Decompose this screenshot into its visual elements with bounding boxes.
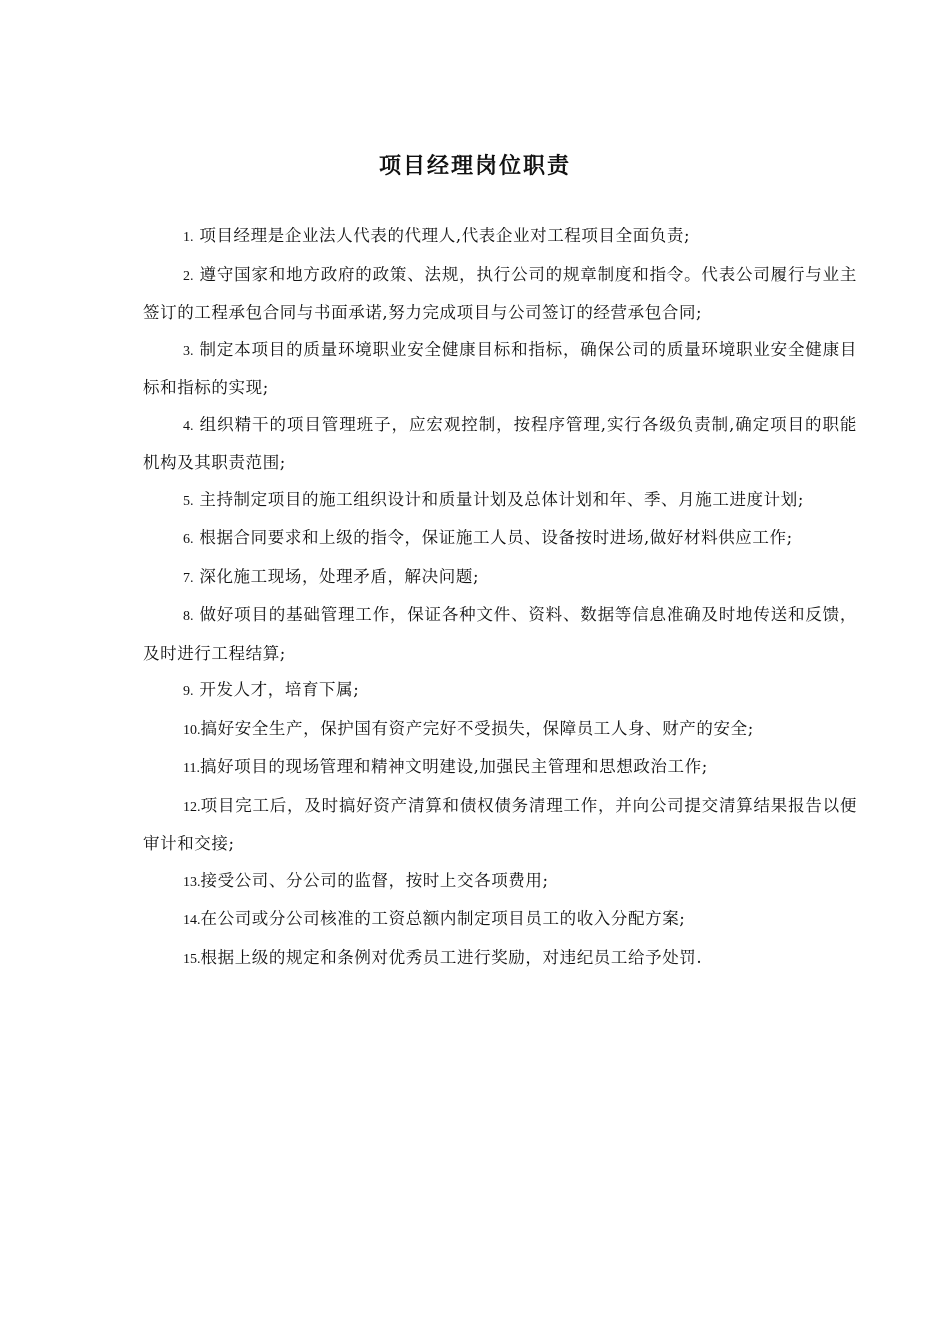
duty-item-14 (143, 901, 857, 940)
duty-item-12 (143, 788, 857, 863)
item-number: 12. (183, 799, 201, 815)
duty-item-3 (143, 332, 857, 407)
item-text: 主持制定项目的施工组织设计和质量计划及总体计划和年、季、月施工进度计划; (193, 489, 805, 509)
item-number: 8. (183, 609, 194, 624)
duty-item-11 (143, 749, 857, 788)
item-text: 接受公司、分公司的监督，按时上交各项费用; (200, 870, 549, 890)
item-number: 13. (183, 874, 201, 890)
item-text: 制定本项目的质量环境职业安全健康目标和指标，确保公司的质量环境职业安全健康目标和指标的实现; (143, 339, 857, 397)
duty-item-10 (143, 711, 857, 750)
duty-item-8 (143, 597, 857, 672)
item-number: 6. (183, 532, 194, 547)
duty-item-15 (143, 940, 857, 979)
item-number: 2. (183, 268, 194, 284)
item-text: 搞好安全生产，保护国有资产完好不受损失，保障员工人身、财产的安全; (200, 718, 754, 738)
item-text: 在公司或分公司核准的工资总额内制定项目员工的收入分配方案; (200, 909, 686, 928)
duty-item-2 (143, 257, 857, 332)
item-number: 11. (183, 761, 200, 776)
item-text: 组织精干的项目管理班子，应宏观控制，按程序管理,实行各级负责制,确定项目的职能机构及其职责范围; (143, 414, 857, 472)
duty-item-5 (143, 482, 857, 521)
item-number: 9. (183, 684, 194, 699)
item-number: 14. (183, 913, 201, 928)
duty-item-9 (143, 672, 857, 711)
item-text: 搞好项目的现场管理和精神文明建设,加强民主管理和思想政治工作; (199, 757, 708, 776)
item-text: 做好项目的基础管理工作，保证各种文件、资料、数据等信息准确及时地传送和反馈，及时进行工程结算; (143, 605, 857, 663)
item-number: 3. (183, 343, 194, 359)
item-number: 10. (183, 722, 201, 738)
item-number: 5. (183, 493, 194, 509)
document-title: 项目经理岗位职责 (378, 154, 571, 179)
duty-item-4 (143, 407, 857, 482)
duty-item-6 (143, 520, 857, 559)
item-number: 1. (183, 230, 194, 245)
item-text: 开发人才，培育下属; (193, 680, 360, 699)
item-text: 根据上级的规定和条例对优秀员工进行奖励，对违纪员工给予处罚. (200, 947, 703, 967)
item-text: 遵守国家和地方政府的政策、法规，执行公司的规章制度和指令。代表公司履行与业主签订的工程承包合同与书面承诺,努力完成项目与公司签订的经营承包合同; (143, 264, 857, 322)
item-text: 根据合同要求和上级的指令，保证施工人员、设备按时进场,做好材料供应工作; (193, 528, 793, 547)
duty-item-13 (143, 863, 857, 902)
item-number: 7. (183, 570, 194, 586)
item-number: 4. (183, 418, 194, 434)
duties-list (143, 218, 857, 978)
item-text: 项目完工后，及时搞好资产清算和债权债务清理工作，并向公司提交清算结果报告以便审计和交接; (143, 795, 857, 853)
duty-item-1 (143, 218, 857, 257)
item-text: 项目经理是企业法人代表的代理人,代表企业对工程项目全面负责; (193, 226, 691, 245)
duty-item-7 (143, 559, 857, 598)
item-text: 深化施工现场，处理矛盾，解决问题; (193, 566, 480, 586)
item-number: 15. (183, 951, 201, 967)
